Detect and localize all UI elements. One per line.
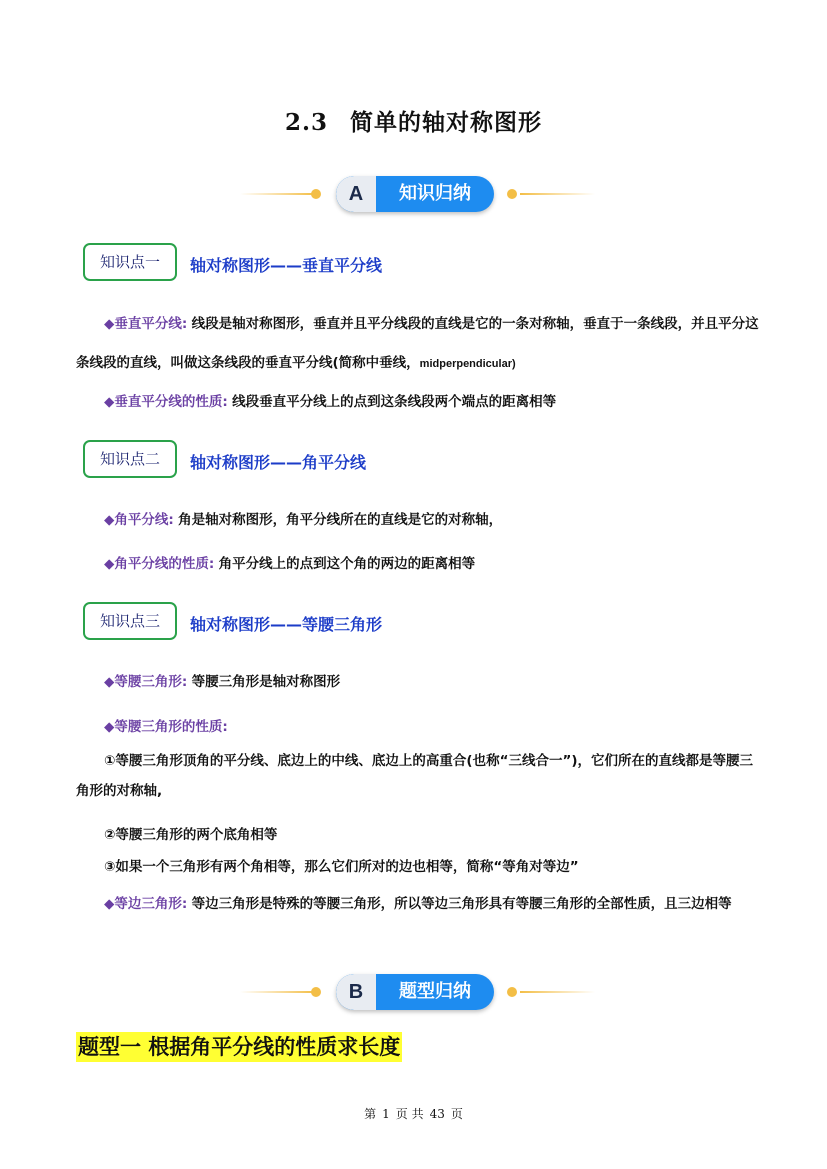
banner-question-types [0, 972, 827, 1012]
kp3-equilateral [76, 885, 766, 924]
banner-pill [336, 974, 494, 1010]
kp2-def-text: 角是轴对称图形，角平分线所在的直线是它的对称轴， [178, 512, 503, 528]
kp2-prop-head: 角平分线的性质: [114, 556, 215, 572]
banner-dot-right [507, 189, 517, 199]
kp2-property [76, 545, 766, 584]
diamond-bullet: ◆ [104, 394, 115, 410]
question-type-heading: 题型一 根据角平分线的性质求长度 [76, 1032, 402, 1062]
banner-dot-left [311, 189, 321, 199]
banner-dot-right [507, 987, 517, 997]
kp1-prop-text: 线段垂直平分线上的点到这条线段两个端点的距离相等 [232, 394, 557, 410]
diamond-bullet: ◆ [104, 674, 115, 690]
kp1-prop-head: 垂直平分线的性质: [114, 394, 228, 410]
banner-line-right [520, 193, 595, 195]
banner-line-right [520, 991, 595, 993]
kp3-equi-text: 等边三角形是特殊的等腰三角形，所以等边三角形具有等腰三角形的全部性质，且三边相等 [191, 896, 732, 912]
page-title [0, 104, 827, 137]
banner-letter: A [336, 176, 376, 212]
kp3-property-item-3: ③如果一个三角形有两个角相等，那么它们所对的边也相等，简称“等角对等边” [104, 859, 579, 875]
footer-mid: 页 共 [395, 1107, 424, 1121]
knowledge-tag-1: 知识点一 [83, 243, 177, 281]
section-number: 2.3 [284, 109, 328, 136]
kp2-prop-text: 角平分线上的点到这个角的两边的距离相等 [218, 556, 476, 572]
banner-line-left [240, 991, 315, 993]
kp2-definition [76, 501, 766, 540]
footer-suffix: 页 [450, 1107, 463, 1121]
banner-knowledge-summary [0, 174, 827, 214]
kp1-def-english: midperpendicular) [419, 358, 516, 370]
banner-label: 题型归纳 [399, 981, 471, 1002]
kp1-definition [76, 305, 766, 384]
knowledge-tag-3: 知识点三 [83, 602, 177, 640]
banner-pill [336, 176, 494, 212]
title-text: 简单的轴对称图形 [350, 109, 542, 136]
footer-prefix: 第 [364, 1107, 377, 1121]
diamond-bullet: ◆ [104, 719, 115, 735]
kp3-equi-head: 等边三角形: [114, 896, 188, 912]
diamond-bullet: ◆ [104, 512, 115, 528]
knowledge-title-2: 轴对称图形——角平分线 [190, 453, 367, 472]
kp3-property-item-1 [76, 746, 766, 806]
diamond-bullet: ◆ [104, 316, 115, 332]
kp3-item-1-text: ①等腰三角形顶角的平分线、底边上的中线、底边上的高重合(也称“三线合一”)，它们所在的直线都是等腰三角形的对称轴, [76, 753, 754, 799]
kp1-def-head: 垂直平分线: [114, 316, 188, 332]
footer-page-number: 1 [382, 1107, 390, 1121]
banner-label: 知识归纳 [399, 183, 471, 204]
kp3-definition [76, 663, 766, 702]
kp3-def-text: 等腰三角形是轴对称图形 [191, 674, 341, 690]
footer-total-pages: 43 [429, 1107, 445, 1121]
kp3-def-head: 等腰三角形: [114, 674, 188, 690]
kp1-def-text: 线段是轴对称图形，垂直并且平分线段的直线是它的一条对称轴，垂直于一条线段，并且平分这条线段的直线，叫做这条线段的垂直平分线(简称中垂线， [76, 316, 759, 371]
banner-line-left [240, 193, 315, 195]
banner-letter: B [336, 974, 376, 1010]
kp3-property-item-2: ②等腰三角形的两个底角相等 [104, 827, 278, 843]
kp1-property [76, 383, 766, 422]
kp2-def-head: 角平分线: [114, 512, 174, 528]
page-footer [0, 1105, 827, 1122]
diamond-bullet: ◆ [104, 556, 115, 572]
knowledge-title-1: 轴对称图形——垂直平分线 [190, 256, 383, 275]
banner-dot-left [311, 987, 321, 997]
diamond-bullet: ◆ [104, 896, 115, 912]
knowledge-tag-2: 知识点二 [83, 440, 177, 478]
kp3-property-heading [76, 708, 766, 747]
kp3-prop-head: 等腰三角形的性质: [114, 719, 228, 735]
knowledge-title-3: 轴对称图形——等腰三角形 [190, 615, 383, 634]
